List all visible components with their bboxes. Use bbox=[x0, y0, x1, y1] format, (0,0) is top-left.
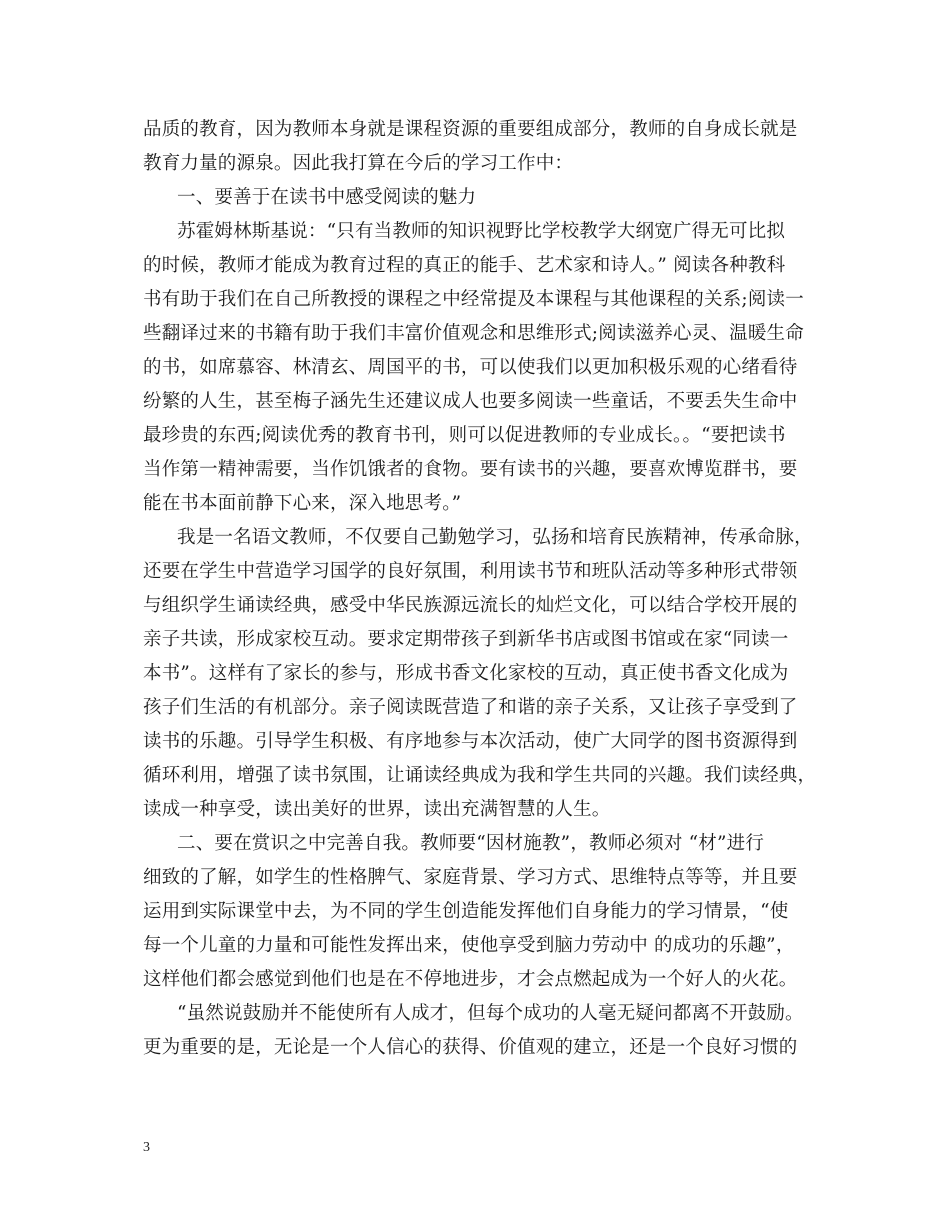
text-line: “虽然说鼓励并不能使所有人成才，但每个成功的人毫无疑问都离不开鼓励。 bbox=[177, 1003, 804, 1024]
text-line: 运用到实际课堂中去，为不同的学生创造能发挥他们自身能力的学习情景，“使 bbox=[143, 901, 789, 922]
text-line: 苏霍姆林斯基说：“只有当教师的知识视野比学校教学大纲宽广得无可比拟 bbox=[177, 221, 786, 242]
text-line: 本书”。这样有了家长的参与，形成书香文化家校的互动，真正使书香文化成为 bbox=[143, 663, 789, 684]
text-line: 我是一名语文教师，不仅要自己勤勉学习，弘扬和培育民族精神，传承命脉， bbox=[177, 527, 813, 548]
text-line: 孩子们生活的有机部分。亲子阅读既营造了和谐的亲子关系，又让孩子享受到了 bbox=[143, 697, 798, 718]
text-line: 的时候，教师才能成为教育过程的真正的能手、艺术家和诗人。” 阅读各种教科 bbox=[143, 255, 786, 276]
section-heading: 二、要在赏识之中完善自我。教师要“因材施教”，教师必须对 “材”进行 bbox=[177, 833, 765, 854]
text-line: 还要在学生中营造学习国学的良好氛围，利用读书节和班队活动等多种形式带领 bbox=[143, 561, 798, 582]
text-line: 循环利用，增强了读书氛围，让诵读经典成为我和学生共同的兴趣。我们读经典， bbox=[143, 765, 817, 786]
text-line: 读成一种享受，读出美好的世界，读出充满智慧的人生。 bbox=[143, 799, 611, 820]
text-line: 些翻译过来的书籍有助于我们丰富价值观念和思维形式;阅读滋养心灵、温暖生命 bbox=[143, 323, 804, 344]
text-line: 与组织学生诵读经典，感受中华民族源远流长的灿烂文化，可以结合学校开展的 bbox=[143, 595, 798, 616]
text-line: 书有助于我们在自己所教授的课程之中经常提及本课程与其他课程的关系;阅读一 bbox=[143, 289, 804, 310]
section-heading: 一、要善于在读书中感受阅读的魅力 bbox=[177, 187, 477, 208]
text-line: 细致的了解，如学生的性格脾气、家庭背景、学习方式、思维特点等等，并且要 bbox=[143, 867, 798, 888]
text-line: 当作第一精神需要，当作饥饿者的食物。要有读书的兴趣，要喜欢博览群书，要 bbox=[143, 459, 798, 480]
text-line: 每一个儿童的力量和可能性发挥出来，使他享受到脑力劳动中 的成功的乐趣”， bbox=[143, 935, 795, 956]
text-line: 读书的乐趣。引导学生积极、有序地参与本次活动，使广大同学的图书资源得到 bbox=[143, 731, 798, 752]
text-line: 亲子共读，形成家校互动。要求定期带孩子到新华书店或图书馆或在家“同读一 bbox=[143, 629, 789, 650]
text-line: 这样他们都会感觉到他们也是在不停地进步，才会点燃起成为一个好人的火花。 bbox=[143, 969, 798, 990]
text-line: 品质的教育，因为教师本身就是课程资源的重要组成部分，教师的自身成长就是 bbox=[143, 119, 798, 140]
text-line: 纷繁的人生，甚至梅子涵先生还建议成人也要多阅读一些童话，不要丢失生命中 bbox=[143, 391, 798, 412]
text-line: 更为重要的是，无论是一个人信心的获得、价值观的建立，还是一个良好习惯的 bbox=[143, 1037, 798, 1058]
text-line: 的书，如席慕容、林清玄、周国平的书，可以使我们以更加积极乐观的心绪看待 bbox=[143, 357, 798, 378]
text-line: 教育力量的源泉。因此我打算在今后的学习工作中： bbox=[143, 153, 574, 174]
text-line: 能在书本面前静下心来，深入地思考。” bbox=[143, 493, 462, 514]
text-line: 最珍贵的东西;阅读优秀的教育书刊，则可以促进教师的专业成长。。“要把读书 bbox=[143, 425, 786, 446]
page-number: 3 bbox=[143, 1140, 150, 1155]
